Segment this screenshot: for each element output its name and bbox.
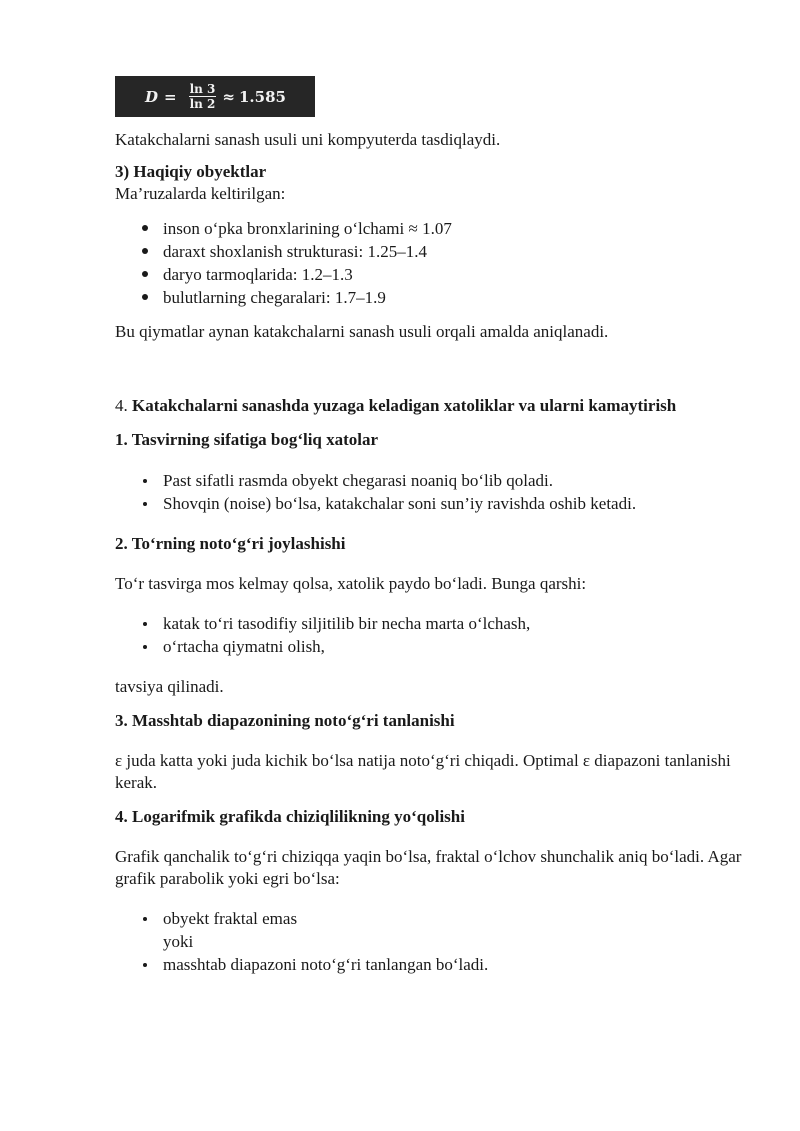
err3-text: ε juda katta yoki juda kichik bo‘lsa natija noto‘g‘ri chiqadi. Optimal ε diapazoni tanlanishi kerak. [115,751,731,792]
err2-heading: 2. To‘rning noto‘g‘ri joylashishi [115,534,346,553]
real-objects-heading: 3) Haqiqiy obyektlar [115,162,267,181]
err4-heading: 4. Logarifmik grafikda chiziqlilikning yo‘qolishi [115,807,465,826]
formula-fraction [189,82,217,111]
list-item: o‘rtacha qiymatni olish, [115,635,755,658]
formula-image [115,76,315,117]
err2-text: To‘r tasvirga mos kelmay qolsa, xatolik paydo bo‘ladi. Bunga qarshi: [115,574,587,593]
section-4-text: Katakchalarni sanashda yuzaga keladigan xatoliklar va ularni kamaytirish [132,396,677,415]
err4-item1-line2: yoki [163,932,194,951]
document-page [115,76,755,976]
real-objects-list [115,217,755,309]
list-item: daryo tarmoqlarida: 1.2–1.3 [115,263,755,286]
list-item: bulutlarning chegaralari: 1.7–1.9 [115,286,755,309]
section-4-number: 4. [115,396,128,415]
err2-list [115,612,755,658]
err4-item1-line1: obyekt fraktal emas [163,909,298,928]
list-item [115,907,755,953]
confirm-paragraph: Katakchalarni sanash usuli uni kompyuterda tasdiqlaydi. [115,130,501,149]
section-4-title [115,395,755,417]
list-item: katak to‘ri tasodifiy siljitilib bir necha marta o‘lchash, [115,612,755,635]
real-objects-intro: Ma’ruzalarda keltirilgan: [115,184,286,203]
list-item: daraxt shoxlanish strukturasi: 1.25–1.4 [115,240,755,263]
list-item: inson o‘pka bronxlarining o‘lchami ≈ 1.07 [115,217,755,240]
err3-heading: 3. Masshtab diapazonining noto‘g‘ri tanlanishi [115,711,455,730]
real-objects-conclusion: Bu qiymatlar aynan katakchalarni sanash usuli orqali amalda aniqlanadi. [115,322,609,341]
formula-lhs: D [145,87,159,106]
list-item: masshtab diapazoni noto‘g‘ri tanlangan bo‘ladi. [115,953,755,976]
err4-list [115,907,755,976]
err4-text: Grafik qanchalik to‘g‘ri chiziqqa yaqin bo‘lsa, fraktal o‘lchov shunchalik aniq bo‘ladi. Agar grafik parabolik yoki egri bo‘lsa: [115,847,742,888]
formula-equals: = [164,87,177,106]
formula-approx: ≈ [222,87,235,106]
formula-value: 1.585 [238,87,286,106]
err1-list [115,469,755,515]
formula-denominator: ln 2 [189,97,216,111]
err1-heading: 1. Tasvirning sifatiga bog‘liq xatolar [115,430,379,449]
list-item: Shovqin (noise) bo‘lsa, katakchalar soni sun’iy ravishda oshib ketadi. [115,492,755,515]
list-item: Past sifatli rasmda obyekt chegarasi noaniq bo‘lib qoladi. [115,469,755,492]
err2-after: tavsiya qilinadi. [115,677,224,696]
formula-numerator: ln 3 [189,82,216,96]
